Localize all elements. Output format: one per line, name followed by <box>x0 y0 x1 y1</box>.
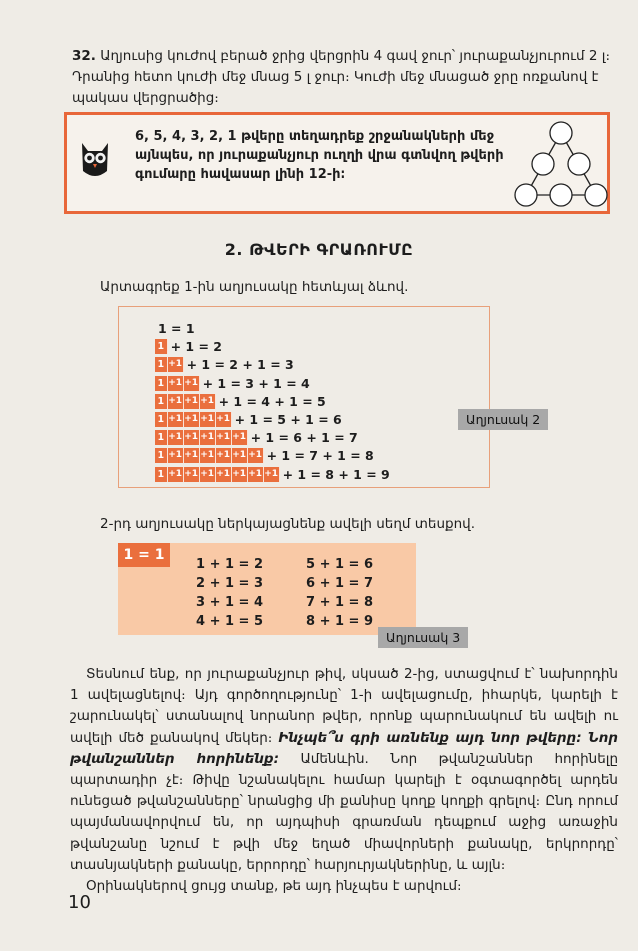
one-cell: +1 <box>168 357 184 372</box>
one-cell: 1 <box>155 448 168 463</box>
one-cell: +1 <box>184 394 200 409</box>
one-cell: +1 <box>232 448 248 463</box>
row-text: + 1 = 4 + 1 = 5 <box>218 393 326 409</box>
row-text: + 1 = 2 <box>170 339 222 355</box>
paragraph-1-emphasis: Ինչպե՞ս գրի առնենք այդ նոր թվերը։ Նոր թվանշաններ հորինենք։ <box>70 729 618 767</box>
one-cell: +1 <box>216 448 232 463</box>
one-cell: 1 <box>155 357 168 372</box>
table-row <box>155 321 195 336</box>
ones-block <box>155 376 200 391</box>
one-cell: 1 <box>155 467 168 482</box>
row-text: + 1 = 7 + 1 = 8 <box>266 448 374 464</box>
table-3-caption: 2-րդ աղյուսակը ներկայացնենք ավելի սեղմ տեսքով. <box>100 516 476 532</box>
one-cell: +1 <box>168 394 184 409</box>
one-cell: +1 <box>216 430 232 445</box>
page-number: 10 <box>68 892 91 913</box>
main-paragraph <box>70 664 618 897</box>
ones-block <box>155 412 232 427</box>
intro-text: Արտագրեք 1-ին աղյուսակը հետևյալ ձևով. <box>100 279 409 295</box>
one-cell: +1 <box>168 430 184 445</box>
one-cell: +1 <box>216 467 232 482</box>
one-cell: +1 <box>200 394 216 409</box>
one-cell: +1 <box>168 467 184 482</box>
one-cell: +1 <box>248 448 264 463</box>
table-cell: 6 + 1 = 7 <box>306 576 374 591</box>
one-cell: 1 <box>155 339 168 354</box>
one-cell: +1 <box>184 430 200 445</box>
paragraph-2: Օրինակներով ցույց տանք, թե այդ ինչպես է արվում։ <box>86 878 462 895</box>
table-2-tag: Աղյուսակ 2 <box>458 409 548 430</box>
row-text: + 1 = 8 + 1 = 9 <box>282 466 390 482</box>
one-cell: +1 <box>248 467 264 482</box>
ones-block <box>155 448 264 463</box>
one-cell: 1 <box>155 376 168 391</box>
one-cell: 1 <box>155 412 168 427</box>
task-box <box>64 112 610 214</box>
row-text: + 1 = 5 + 1 = 6 <box>234 412 342 427</box>
one-cell: +1 <box>168 376 184 391</box>
table-cell: 8 + 1 = 9 <box>306 614 374 629</box>
table-3-col-a <box>196 555 263 631</box>
one-cell: +1 <box>168 412 184 427</box>
one-cell: +1 <box>232 430 248 445</box>
table-cell: 3 + 1 = 4 <box>196 595 264 610</box>
one-cell: +1 <box>184 448 200 463</box>
paragraph-1-start: Տեսնում ենք, որ յուրաքանչյուր թիվ, սկսած 2-ից, ստացվում է՝ նախորդին 1 ավելացնելով։ Այդ գործողությունը՝ 1-ի ավելացումը, իհարկե, կարելի է շարունակել՝ ստանալով նորանոր թվեր, որոնք պարունակում են ավելի ու ավելի մեծ քանակով մեկեր։ <box>70 666 618 746</box>
row-text: + 1 = 2 + 1 = 3 <box>186 357 294 373</box>
table-row <box>155 376 310 391</box>
problem-32 <box>72 46 612 109</box>
table-3-tag: Աղյուսակ 3 <box>378 627 468 648</box>
first-row-text: 1 = 1 <box>158 321 195 336</box>
table-row <box>155 448 374 463</box>
ones-block <box>155 467 280 482</box>
table-cell: 7 + 1 = 8 <box>306 595 374 610</box>
one-cell: +1 <box>200 467 216 482</box>
table-3-col-b <box>306 555 373 631</box>
table-2 <box>118 306 490 488</box>
triangle-circles-diagram <box>513 119 609 211</box>
table-cell: 2 + 1 = 3 <box>196 576 264 591</box>
table-3-one: 1 = 1 <box>118 543 170 567</box>
ones-block <box>155 339 168 354</box>
table-cell: 4 + 1 = 5 <box>196 614 264 629</box>
table-cell: 1 + 1 = 2 <box>196 557 264 572</box>
one-cell: +1 <box>216 412 232 427</box>
one-cell: +1 <box>200 448 216 463</box>
table-row <box>155 412 342 427</box>
one-cell: +1 <box>200 412 216 427</box>
one-cell: +1 <box>184 467 200 482</box>
one-cell: 1 <box>155 394 168 409</box>
table-row <box>155 339 222 354</box>
one-cell: +1 <box>184 412 200 427</box>
ones-block <box>155 394 216 409</box>
one-cell: +1 <box>168 448 184 463</box>
owl-icon <box>79 141 111 179</box>
table-cell: 5 + 1 = 6 <box>306 557 374 572</box>
ones-block <box>155 430 248 445</box>
one-cell: +1 <box>200 430 216 445</box>
one-cell: +1 <box>184 376 200 391</box>
table-row <box>155 394 326 409</box>
ones-block <box>155 357 184 372</box>
paragraph-1 <box>70 664 618 876</box>
problem-number: 32. <box>72 48 96 64</box>
table-row <box>155 430 358 445</box>
table-row <box>155 357 294 372</box>
one-cell: +1 <box>232 467 248 482</box>
row-text: + 1 = 6 + 1 = 7 <box>250 430 358 446</box>
table-row <box>155 467 390 482</box>
problem-text: Աղյուսից կուժով բերած ջրից վերցրին 4 գավ ջուր՝ յուրաքանչյուրում 2 լ։ Դրանից հետո կուժի մեջ մնաց 5 լ ջուր։ Կուժի մեջ մնացած ջրը ոռքանով է պակաս վերցրածից։ <box>72 48 610 106</box>
one-cell: +1 <box>264 467 280 482</box>
one-cell: 1 <box>155 430 168 445</box>
section-title: 2. ԹՎԵՐԻ ԳՐԱՌՈՒՄԸ <box>224 240 414 259</box>
paragraph-1-end: Ամենևին. Նոր թվանշաններ հորինելը պարտադիր չէ։ Թիվը նշանակելու համար կարելի է օգտագործել արդեն ունեցած թվանշանները՝ նրանցից մի քանիսը կողք կողքի գրելով։ Ընդ որում պայմանավորվում են, որ այդպիսի գրառման դեպքում աջից առաջին թվանշանը նշում է թվի մեջ եղած միավորների քանակը, երկրորդը՝ տասնյակների քանակը, երրորդը՝ հարյուրյակներինը, և այլն։ <box>70 750 619 873</box>
row-text: + 1 = 3 + 1 = 4 <box>202 375 310 391</box>
task-text: 6, 5, 4, 3, 2, 1 թվերը տեղադրեք շրջանակների մեջ այնպես, որ յուրաքանչյուր ուղղի վրա գտնվող թվերի գումարը հավասար լինի 12-ի։ <box>135 129 504 182</box>
